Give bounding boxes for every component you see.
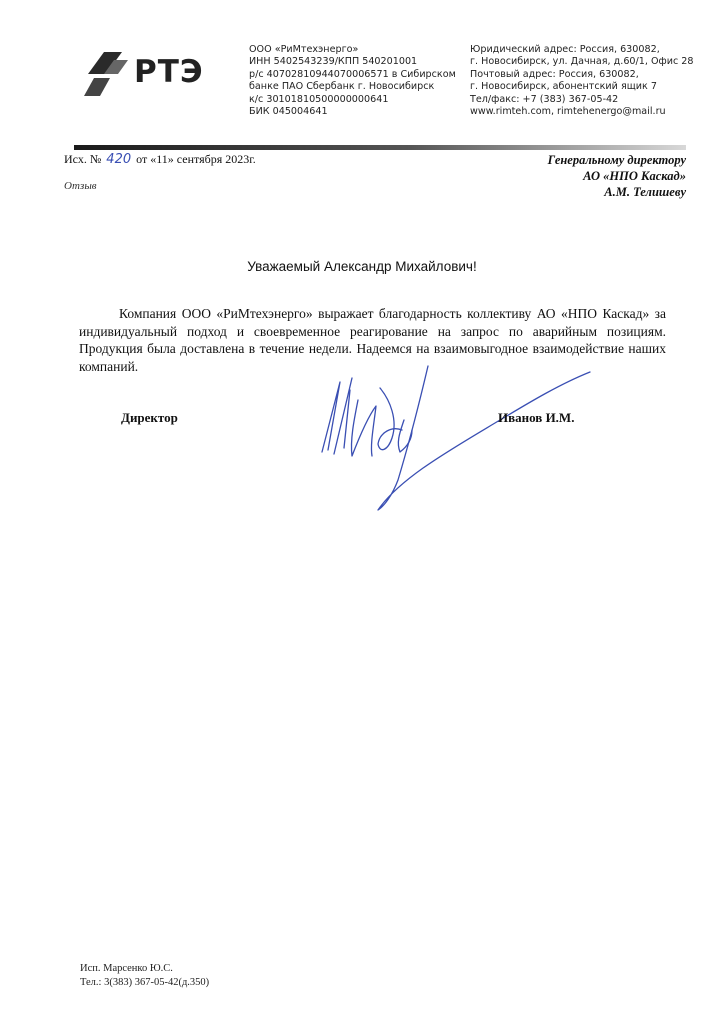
addressee-line: АО «НПО Каскад» xyxy=(583,169,686,183)
handwritten-signature xyxy=(300,360,600,520)
requisite-line: банке ПАО Сбербанк г. Новосибирск xyxy=(249,81,435,93)
requisite-line: БИК 045004641 xyxy=(249,106,328,118)
header-divider xyxy=(74,145,686,150)
executor-name: Исп. Марсенко Ю.С. xyxy=(80,963,173,974)
logo-mark-icon xyxy=(82,48,136,100)
requisite-line: ИНН 5402543239/КПП 540201001 xyxy=(249,56,418,68)
addressee-line: А.М. Телишеву xyxy=(604,185,686,199)
outgoing-number: 420 xyxy=(106,152,132,167)
requisite-line: к/с 30101810500000000641 xyxy=(249,93,389,105)
outgoing-number-line xyxy=(64,152,256,167)
document-type: Отзыв xyxy=(64,180,97,192)
executor-block xyxy=(80,962,209,990)
executor-phone: Тел.: 3(383) 367-05-42(д.350) xyxy=(80,977,210,988)
outgoing-prefix: Исх. № xyxy=(64,152,102,166)
addressee-block xyxy=(548,152,686,200)
outgoing-date: от «11» сентября 2023г. xyxy=(136,152,256,166)
addressee-line: Генеральному директору xyxy=(547,153,686,167)
company-address xyxy=(470,44,710,118)
requisite-line: ООО «РиМтехэнерго» xyxy=(249,44,359,55)
signatory-name: Иванов И.М. xyxy=(498,410,575,425)
letter-body: Компания ООО «РиМтехэнерго» выражает благодарность коллективу АО «НПО Каскад» за индивидуальный подход и своевременное реагирование на запрос по аварийным позициям. Продукция была доставлена в течение недели. Надеемся на взаимовыгодное взаимодействие наших компаний. xyxy=(79,306,666,374)
company-requisites xyxy=(249,44,469,118)
address-line: Тел/факс: +7 (383) 367-05-42 xyxy=(470,93,619,105)
company-logo xyxy=(82,44,212,104)
address-line: Почтовый адрес: Россия, 630082, xyxy=(470,68,639,80)
greeting: Уважаемый Александр Михайлович! xyxy=(247,259,477,274)
address-line: г. Новосибирск, абонентский ящик 7 xyxy=(470,81,657,93)
signatory-title: Директор xyxy=(121,410,178,425)
address-line: www.rimteh.com, rimtehenergo@mail.ru xyxy=(470,106,666,118)
address-line: Юридический адрес: Россия, 630082, xyxy=(470,44,660,55)
logo-text: РТЭ xyxy=(134,54,204,90)
requisite-line: р/с 40702810944070006571 в Сибирском xyxy=(249,68,456,80)
address-line: г. Новосибирск, ул. Дачная, д.60/1, Офис 28 xyxy=(470,56,694,68)
